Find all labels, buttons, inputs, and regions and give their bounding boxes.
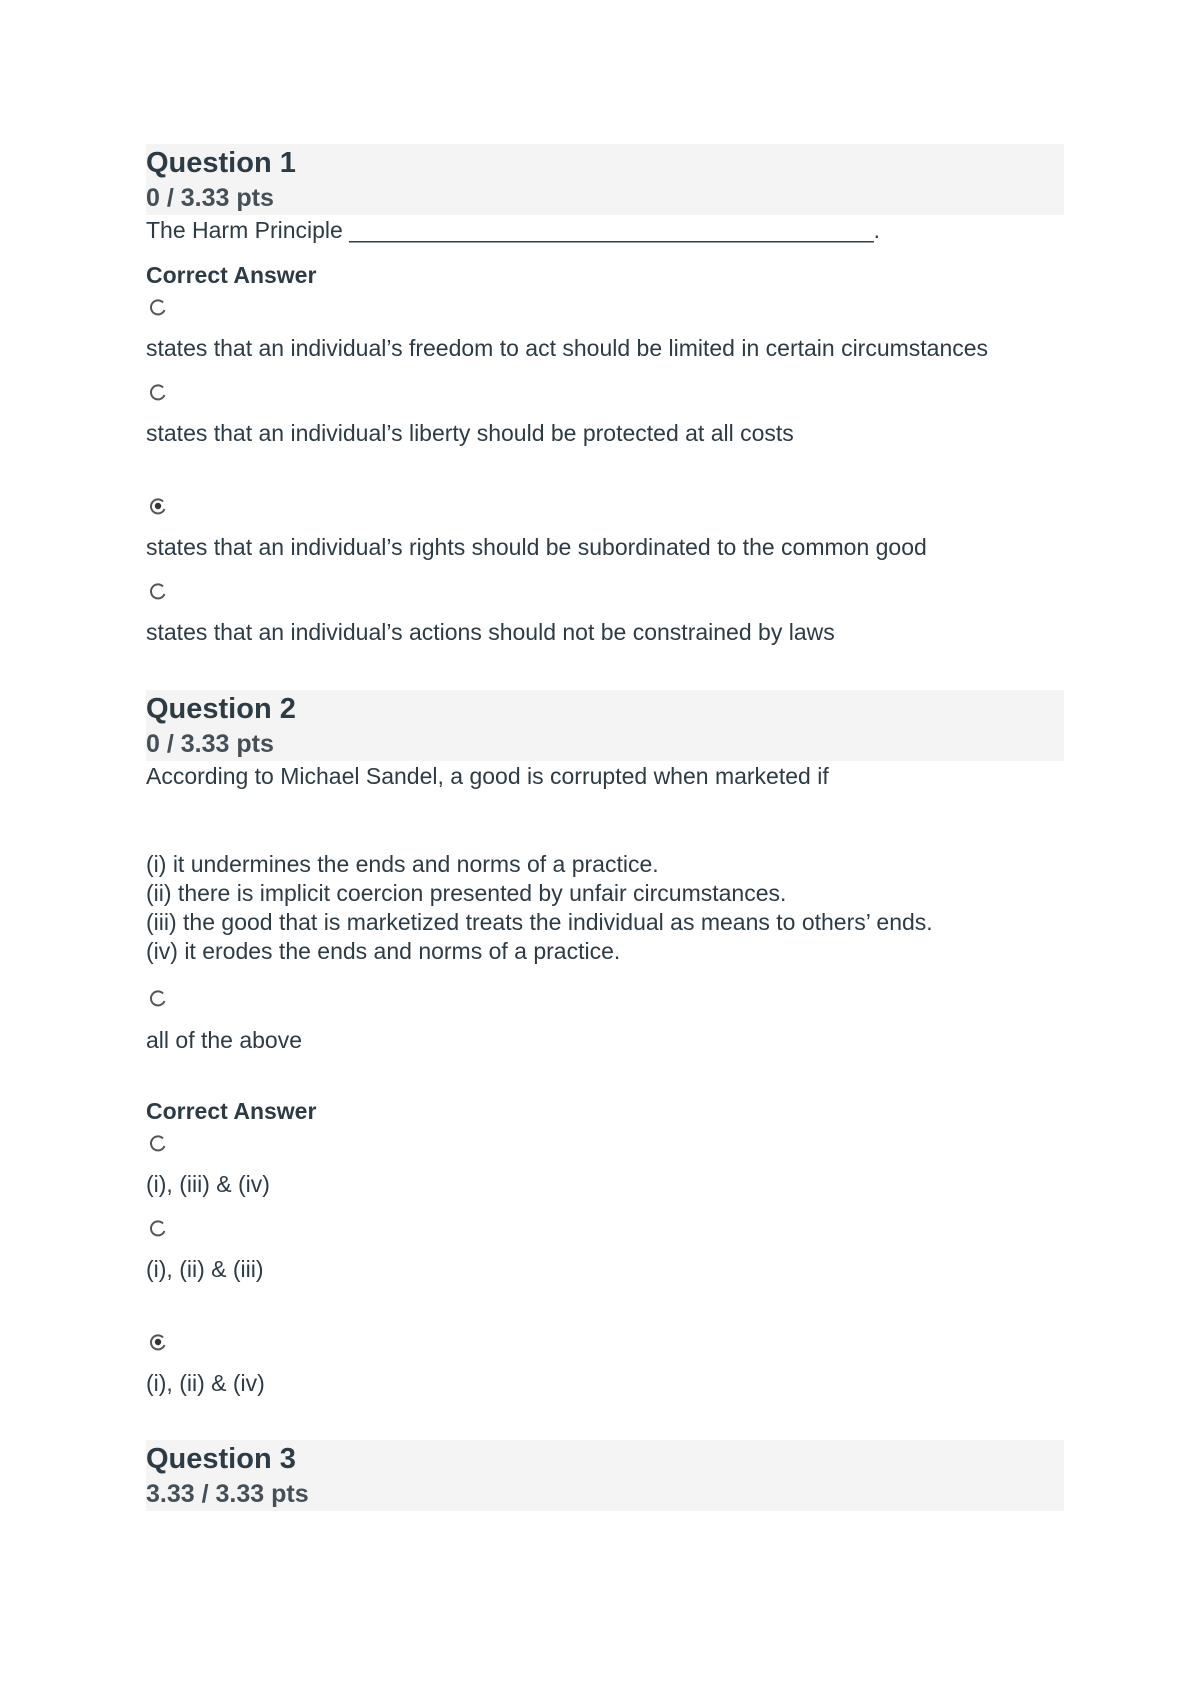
answer-option: states that an individual’s freedom to act should be limited in certain circumstances bbox=[146, 335, 989, 361]
radio-selected-icon[interactable] bbox=[148, 1332, 168, 1352]
question-2-title: Question 2 bbox=[146, 693, 296, 725]
statement-item: (iv) it erodes the ends and norms of a practice. bbox=[146, 938, 621, 964]
statement-item: (ii) there is implicit coercion presented by unfair circumstances. bbox=[146, 880, 787, 906]
answer-option: (i), (ii) & (iii) bbox=[146, 1256, 264, 1282]
answer-option: all of the above bbox=[146, 1027, 303, 1053]
question-2-prompt: According to Michael Sandel, a good is corrupted when marketed if bbox=[146, 763, 829, 789]
radio-unselected-icon[interactable] bbox=[148, 1218, 168, 1238]
statement-item: (iii) the good that is marketized treats the individual as means to others’ ends. bbox=[146, 909, 933, 935]
question-1-title: Question 1 bbox=[146, 147, 296, 179]
answer-option: states that an individual’s actions should not be constrained by laws bbox=[146, 619, 835, 645]
radio-unselected-icon[interactable] bbox=[148, 382, 168, 402]
correct-answer-label: Correct Answer bbox=[146, 262, 317, 288]
answer-option: (i), (iii) & (iv) bbox=[146, 1171, 270, 1197]
statement-item: (i) it undermines the ends and norms of a practice. bbox=[146, 851, 659, 877]
question-3-points: 3.33 / 3.33 pts bbox=[146, 1480, 309, 1508]
radio-unselected-icon[interactable] bbox=[148, 988, 168, 1008]
question-3-title: Question 3 bbox=[146, 1443, 296, 1475]
answer-option-selected: (i), (ii) & (iv) bbox=[146, 1370, 265, 1396]
radio-selected-icon[interactable] bbox=[148, 496, 168, 516]
answer-option-selected: states that an individual’s rights should be subordinated to the common good bbox=[146, 534, 927, 560]
correct-answer-label: Correct Answer bbox=[146, 1098, 317, 1124]
question-1-prompt: The Harm Principle _________________________________________. bbox=[146, 217, 881, 243]
answer-option: states that an individual’s liberty should be protected at all costs bbox=[146, 420, 794, 446]
question-1-points: 0 / 3.33 pts bbox=[146, 184, 274, 212]
radio-unselected-icon[interactable] bbox=[148, 581, 168, 601]
radio-unselected-icon[interactable] bbox=[148, 297, 168, 317]
question-2-points: 0 / 3.33 pts bbox=[146, 730, 274, 758]
radio-unselected-icon[interactable] bbox=[148, 1133, 168, 1153]
